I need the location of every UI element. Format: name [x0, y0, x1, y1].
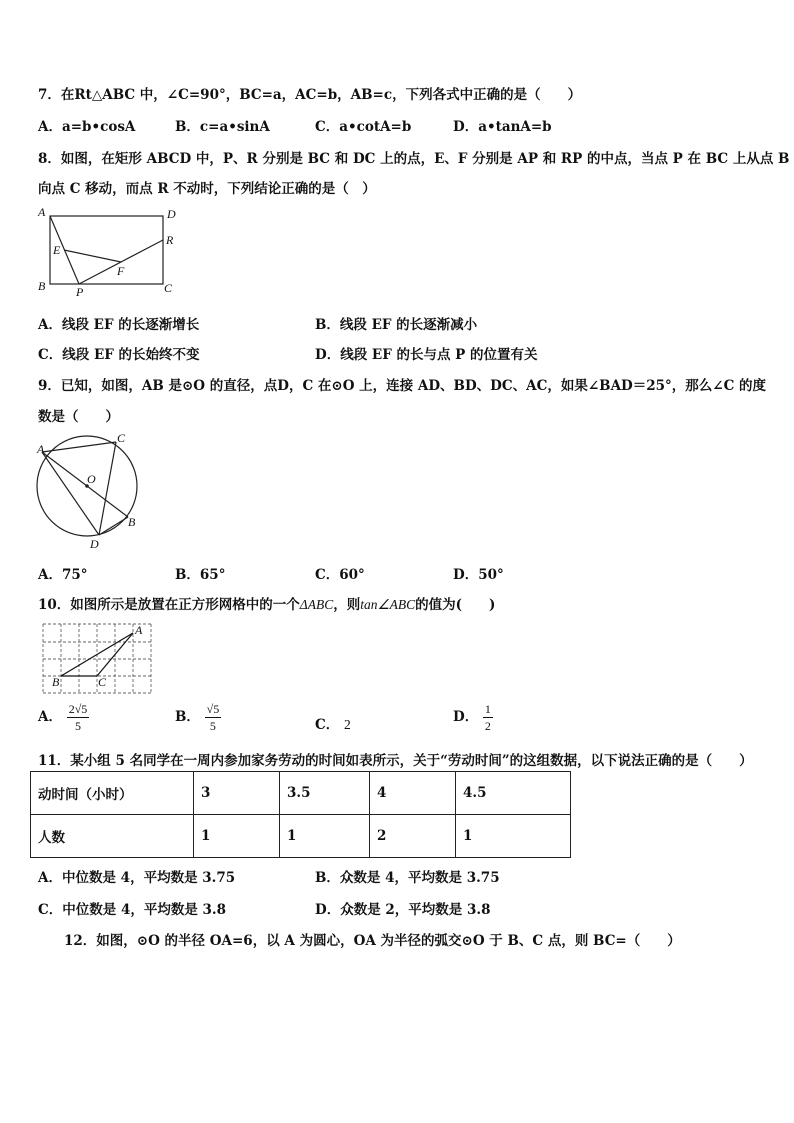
- segment-ef: [64, 250, 121, 262]
- q10-option-c-value: 2: [343, 717, 351, 732]
- rect-abcd: [50, 216, 163, 284]
- label-e: E: [53, 243, 61, 257]
- q10-tan-expression: tan∠ABC: [360, 597, 416, 612]
- label-r: R: [166, 233, 174, 247]
- label-a: A: [135, 623, 143, 637]
- q8-option-c: C．线段 EF 的长始终不变: [38, 347, 200, 363]
- label-o: O: [87, 472, 96, 486]
- q10-stem-prefix: 10．如图所示是放置在正方形网格中的一个: [38, 597, 300, 613]
- q10-option-a-label: A．: [38, 709, 62, 725]
- label-p: P: [76, 285, 84, 299]
- q9-option-d: D．50°: [453, 567, 504, 583]
- q10-option-b: [175, 703, 221, 732]
- q7-option-a: A．a=b•cosA: [38, 119, 136, 135]
- q10-triangle-symbol: ΔABC: [299, 597, 334, 612]
- table-row: [31, 772, 571, 815]
- q10-option-d-label: D．: [453, 709, 479, 725]
- q7-option-b: B．c=a•sinA: [175, 119, 270, 135]
- q10-option-b-numerator: √5: [206, 702, 220, 716]
- label-f: F: [117, 264, 125, 278]
- q8-option-b: B．线段 EF 的长逐渐减小: [315, 317, 478, 333]
- q11-option-d: D．众数是 2，平均数是 3.8: [315, 902, 491, 918]
- q10-option-a-denominator: 5: [74, 719, 81, 733]
- q9-option-b: B．65°: [175, 567, 226, 583]
- table-cell: 4: [370, 772, 456, 815]
- q11-stem: 11．某小组 5 名同学在一周内参加家务劳动的时间如表所示，关于“劳动时间”的这组数据，以下说法正确的是（ ）: [38, 753, 753, 769]
- table-cell: 2: [370, 815, 456, 858]
- q11-option-c: C．中位数是 4，平均数是 3.8: [38, 902, 227, 918]
- table-cell: 人数: [31, 815, 194, 858]
- q11-option-b: B．众数是 4，平均数是 3.75: [315, 870, 500, 886]
- q12-stem: 12．如图，⊙O 的半径 OA=6，以 A 为圆心，OA 为半径的弧交⊙O 于 B、C 点，则 BC=（ ）: [64, 933, 681, 949]
- table-cell: 4.5: [456, 772, 571, 815]
- q10-stem: [38, 593, 495, 613]
- table-cell: 3.5: [280, 772, 370, 815]
- label-b: B: [128, 515, 136, 529]
- q9-option-c: C．60°: [315, 567, 365, 583]
- q10-option-a-fraction: [67, 703, 90, 732]
- table-cell: 1: [280, 815, 370, 858]
- q8-stem-line2: 向点 C 移动，而点 R 不动时，下列结论正确的是（ ）: [38, 181, 376, 197]
- q8-rectangle-figure: [36, 204, 186, 299]
- label-c: C: [117, 431, 126, 445]
- q10-option-c: [315, 713, 351, 733]
- q10-option-d-numerator: 1: [484, 702, 491, 716]
- q11-option-a: A．中位数是 4，平均数是 3.75: [38, 870, 236, 886]
- q9-circle-figure: [30, 430, 150, 555]
- q10-option-d-denominator: 2: [484, 719, 491, 733]
- q10-stem-suffix: 的值为( ): [415, 597, 496, 613]
- q7-stem: 7．在Rt△ABC 中，∠C=90°，BC=a，AC=b，AB=c，下列各式中正确的是（ ）: [38, 87, 582, 103]
- q8-option-d: D．线段 EF 的长与点 P 的位置有关: [315, 347, 538, 363]
- q10-option-b-denominator: 5: [209, 719, 216, 733]
- q10-stem-middle: ，则: [333, 597, 361, 613]
- q10-option-d: [453, 703, 493, 732]
- q10-option-a-numerator: 2√5: [68, 702, 88, 716]
- label-c: C: [98, 675, 107, 689]
- q10-grid-figure: [40, 621, 160, 696]
- label-d: D: [90, 537, 99, 551]
- segment-ad: [42, 452, 99, 535]
- table-cell: 动时间（小时）: [31, 772, 194, 815]
- segment-ab: [42, 452, 128, 517]
- q8-option-a: A．线段 EF 的长逐渐增长: [38, 317, 200, 333]
- label-c: C: [164, 281, 173, 295]
- q7-option-c: C．a•cotA=b: [315, 119, 412, 135]
- table-cell: 1: [194, 815, 280, 858]
- q9-option-a: A．75°: [38, 567, 88, 583]
- q10-option-b-fraction: [205, 703, 222, 732]
- label-b: B: [38, 279, 46, 293]
- segment-bd: [99, 517, 128, 535]
- q10-option-d-fraction: [483, 703, 493, 732]
- label-d: D: [167, 207, 176, 221]
- q9-stem-line1: 9．已知，如图，AB 是⊙O 的直径，点D，C 在⊙O 上，连接 AD、BD、DC、AC，如果∠BAD＝25°，那么∠C 的度: [38, 378, 767, 394]
- q9-stem-line2: 数是（ ）: [38, 409, 119, 425]
- q10-option-c-label: C．: [315, 717, 340, 733]
- segment-ac: [42, 442, 116, 452]
- q7-option-d: D．a•tanA=b: [453, 119, 552, 135]
- segment-dc: [99, 442, 116, 535]
- table-cell: 3: [194, 772, 280, 815]
- table-cell: 1: [456, 815, 571, 858]
- q10-option-a: [38, 703, 89, 732]
- q10-option-b-label: B．: [175, 709, 200, 725]
- table-row: [31, 815, 571, 858]
- label-a: A: [37, 442, 45, 456]
- q8-stem-line1: 8．如图，在矩形 ABCD 中，P、R 分别是 BC 和 DC 上的点，E、F 分别是 AP 和 RP 的中点，当点 P 在 BC 上从点 B: [38, 151, 790, 167]
- q11-labor-time-table: [30, 771, 571, 858]
- label-a: A: [38, 205, 46, 219]
- label-b: B: [52, 675, 60, 689]
